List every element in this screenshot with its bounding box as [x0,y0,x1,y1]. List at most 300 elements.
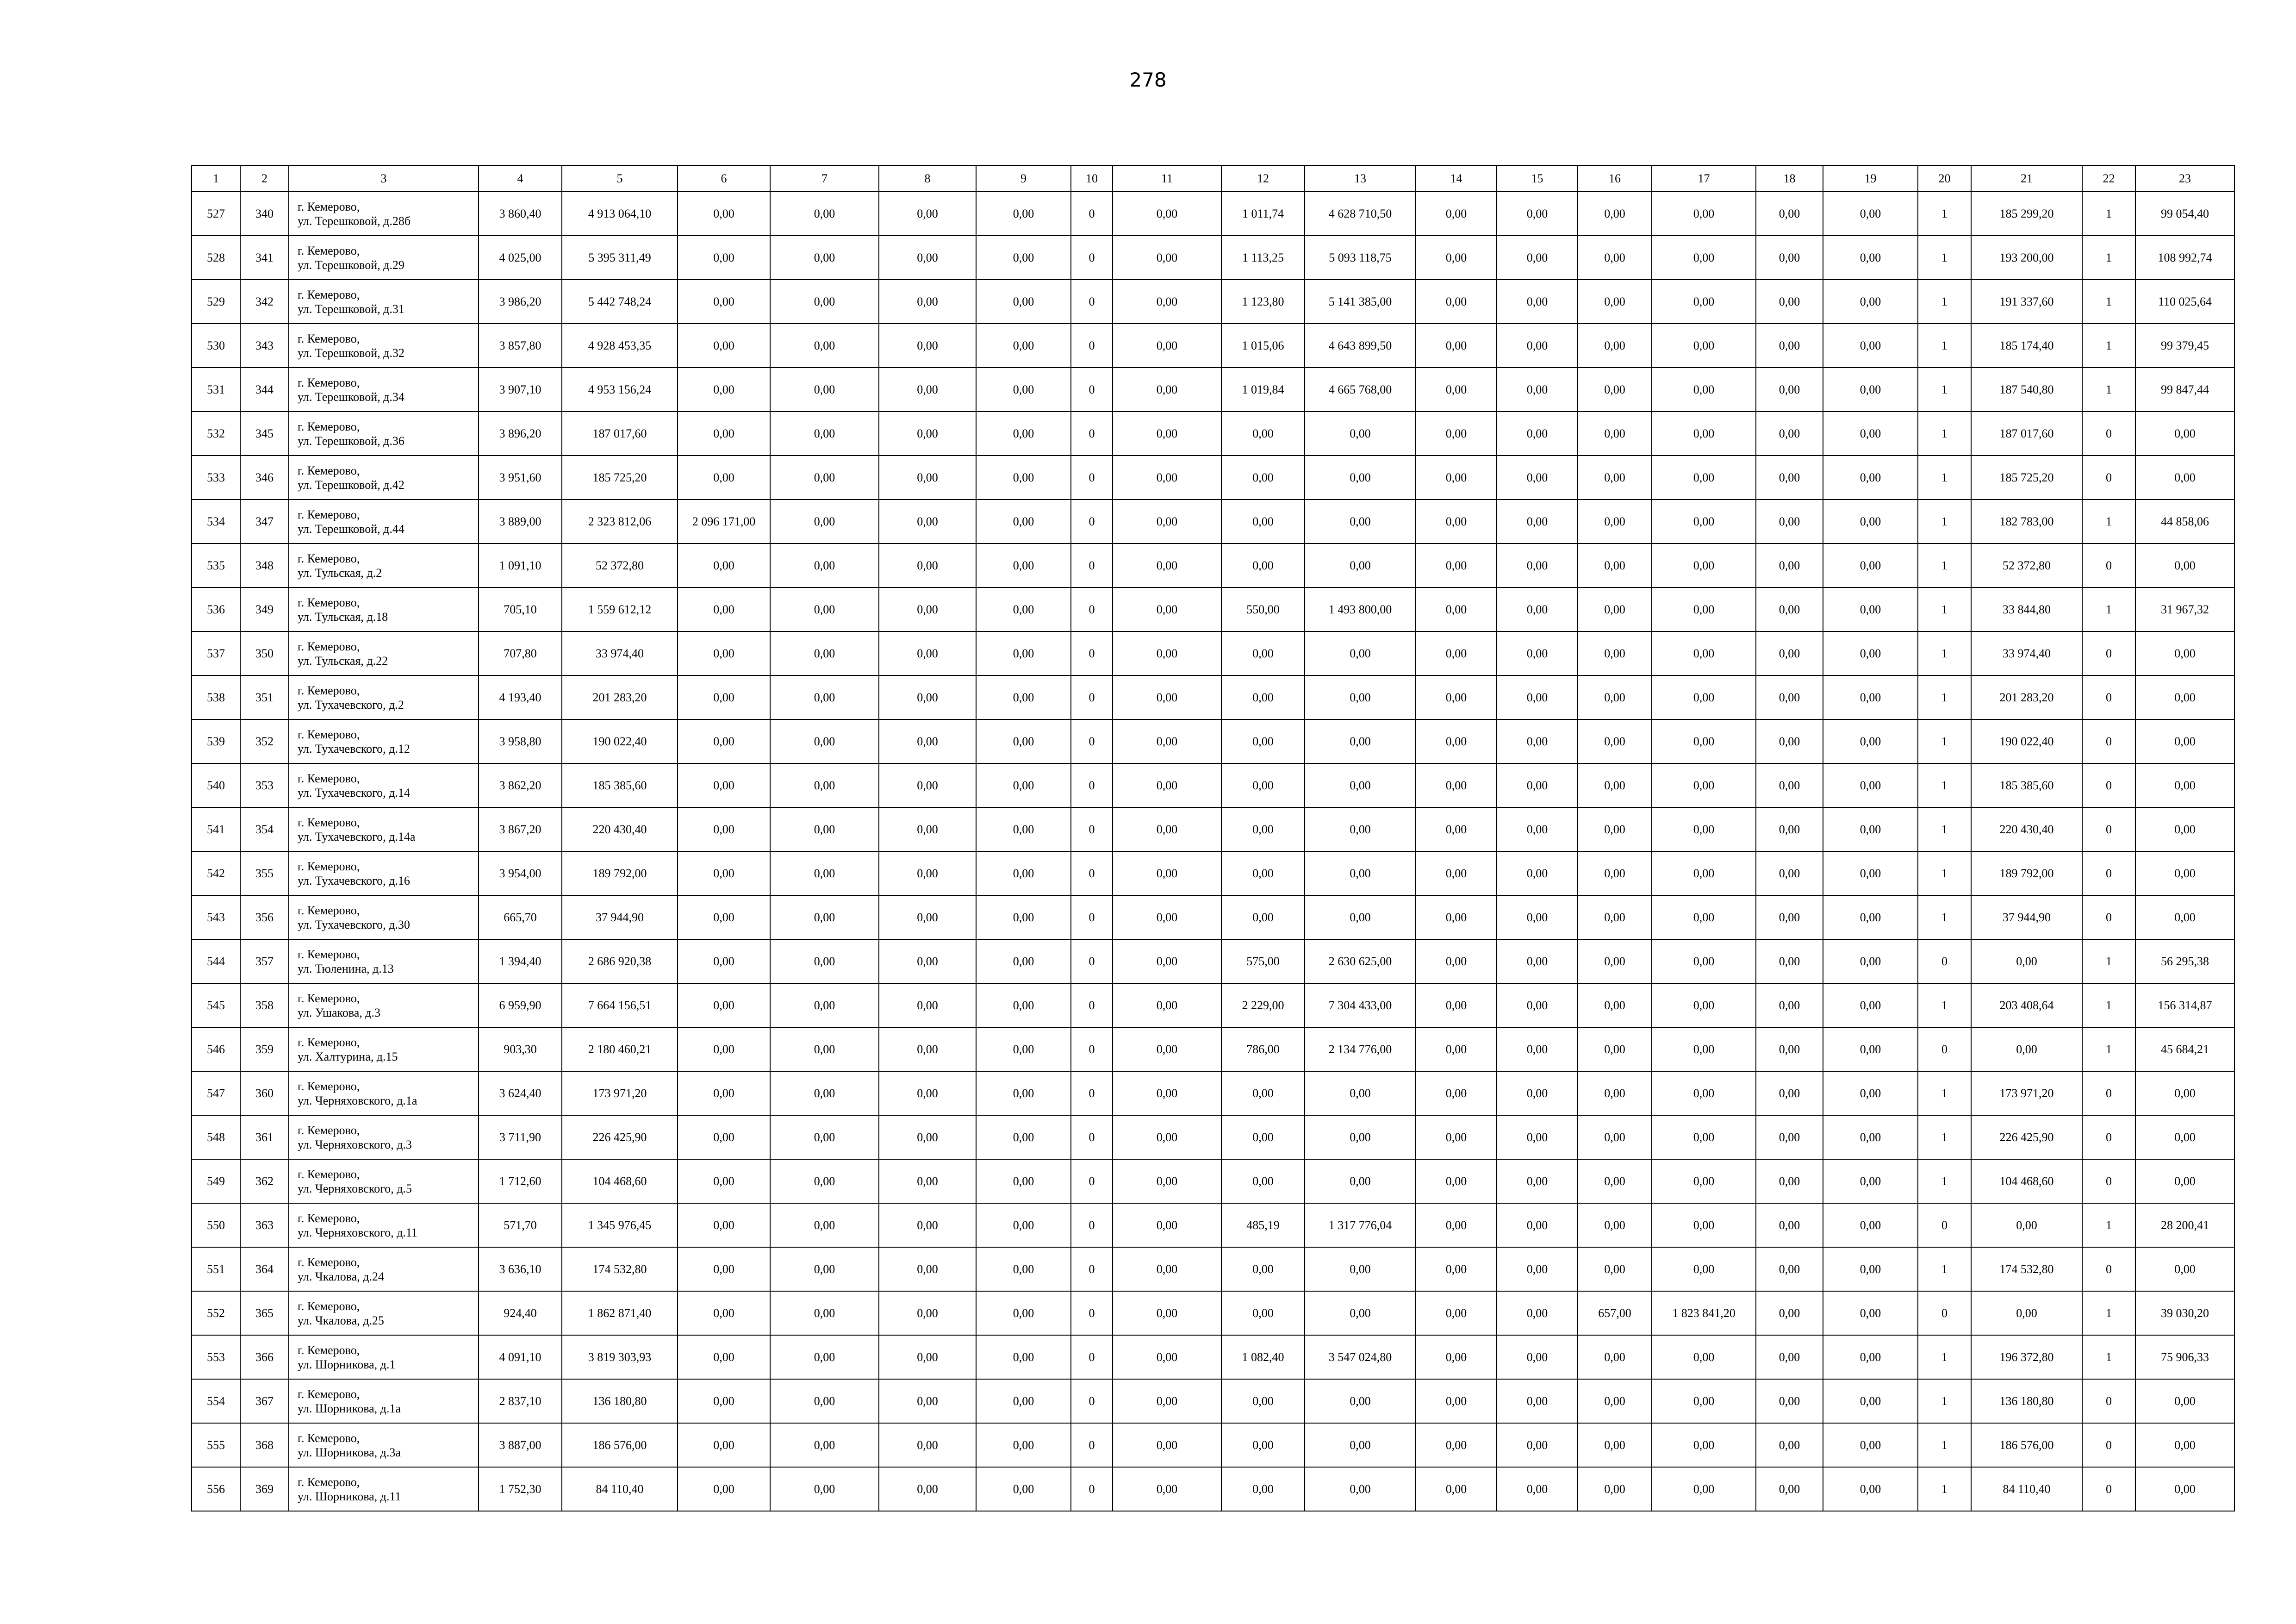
table-cell: 0,00 [1305,851,1416,895]
address-city: г. Кемерово, [298,1255,360,1269]
table-cell: 0,00 [678,1159,770,1203]
table-cell: 0,00 [1971,1203,2082,1247]
table-cell: 0 [2082,719,2135,763]
table-cell: 1 [1918,631,1971,675]
address-city: г. Кемерово, [298,1475,360,1489]
table-cell: 99 847,44 [2135,368,2234,412]
address-street: ул. Терешковой, д.44 [298,522,404,536]
table-cell: 0,00 [1305,1423,1416,1467]
table-cell: 0,00 [1305,1247,1416,1291]
table-cell: 0 [2082,456,2135,500]
table-cell: 0,00 [976,939,1071,983]
table-cell: 0,00 [1578,719,1652,763]
table-cell: 0 [2082,1071,2135,1115]
address-cell [289,1115,479,1159]
table-cell: 0,00 [1416,983,1497,1027]
table-cell: 0,00 [1652,1379,1756,1423]
table-cell: 185 725,20 [1971,456,2082,500]
address-street: ул. Тульская, д.2 [298,566,382,580]
address-cell [289,851,479,895]
table-cell: 0 [1071,631,1113,675]
table-cell: 0,00 [1497,280,1578,324]
table-cell: 1 [2082,280,2135,324]
table-cell: 0 [1071,456,1113,500]
table-cell: 0,00 [1756,1379,1823,1423]
table-cell: 2 096 171,00 [678,500,770,543]
table-cell: 0,00 [1756,456,1823,500]
table-cell: 3 711,90 [479,1115,562,1159]
table-row [192,587,2234,631]
table-cell: 84 110,40 [1971,1467,2082,1511]
table-cell: 182 783,00 [1971,500,2082,543]
table-cell: 1 [1918,1335,1971,1379]
table-cell: 0,00 [1497,456,1578,500]
table-cell: 0,00 [976,1291,1071,1335]
table-cell: 0,00 [678,1203,770,1247]
table-cell: 1 123,80 [1221,280,1305,324]
table-cell: 3 896,20 [479,412,562,456]
table-cell: 226 425,90 [1971,1115,2082,1159]
table-cell: 0,00 [1305,500,1416,543]
table-cell: 185 385,60 [562,763,678,807]
table-cell: 1 [1918,1423,1971,1467]
table-cell: 0,00 [1756,939,1823,983]
table-cell: 0,00 [1221,719,1305,763]
table-cell: 0 [1071,983,1113,1027]
table-cell: 0,00 [1416,456,1497,500]
table-cell: 531 [192,368,240,412]
table-cell: 0,00 [1416,1247,1497,1291]
table-cell: 0,00 [1756,412,1823,456]
table-cell: 0,00 [1113,324,1221,368]
table-cell: 0 [1071,763,1113,807]
table-cell: 0,00 [976,1203,1071,1247]
table-cell: 1 [1918,675,1971,719]
address-street: ул. Черняховского, д.5 [298,1181,412,1195]
table-cell: 0,00 [1823,236,1918,280]
table-cell: 187 017,60 [562,412,678,456]
table-cell: 0,00 [1416,236,1497,280]
table-cell: 0,00 [879,807,976,851]
table-cell: 3 624,40 [479,1071,562,1115]
table-cell: 341 [240,236,289,280]
table-cell: 1 [2082,1335,2135,1379]
table-cell: 1 862 871,40 [562,1291,678,1335]
table-cell: 0,00 [1221,1071,1305,1115]
table-cell: 4 193,40 [479,675,562,719]
table-cell: 0,00 [1416,1467,1497,1511]
table-cell: 361 [240,1115,289,1159]
table-cell: 0,00 [879,1379,976,1423]
table-cell: 0,00 [1221,1247,1305,1291]
table-cell: 0,00 [1305,719,1416,763]
table-cell: 360 [240,1071,289,1115]
table-cell: 1 345 976,45 [562,1203,678,1247]
table-cell: 0,00 [2135,412,2234,456]
table-cell: 1 712,60 [479,1159,562,1203]
table-cell: 0 [2082,1159,2135,1203]
table-cell: 1 [1918,895,1971,939]
table-cell: 347 [240,500,289,543]
table-cell: 0,00 [678,192,770,236]
table-cell: 0,00 [1578,675,1652,719]
column-number-header: 15 [1497,165,1578,192]
table-cell: 538 [192,675,240,719]
table-cell: 0 [1071,1335,1113,1379]
table-cell: 0,00 [1756,807,1823,851]
table-cell: 0,00 [1416,895,1497,939]
table-cell: 0,00 [1823,1071,1918,1115]
table-cell: 0,00 [1823,763,1918,807]
table-cell: 903,30 [479,1027,562,1071]
table-cell: 33 974,40 [1971,631,2082,675]
address-cell [289,192,479,236]
table-cell: 0,00 [1305,412,1416,456]
table-cell: 0,00 [1416,543,1497,587]
table-cell: 0,00 [879,1291,976,1335]
table-cell: 0,00 [1823,1379,1918,1423]
address-city: г. Кемерово, [298,331,360,345]
address-city: г. Кемерово, [298,375,360,389]
table-cell: 0,00 [770,851,879,895]
address-cell [289,983,479,1027]
table-cell: 0 [1071,939,1113,983]
address-cell [289,807,479,851]
table-cell: 0,00 [1497,543,1578,587]
table-cell: 0,00 [976,1467,1071,1511]
table-cell: 0 [1071,280,1113,324]
table-cell: 551 [192,1247,240,1291]
table-cell: 0,00 [1416,1203,1497,1247]
table-cell: 0,00 [1497,1115,1578,1159]
table-cell: 0,00 [1756,675,1823,719]
table-cell: 0,00 [1416,1291,1497,1335]
table-cell: 0,00 [1113,1423,1221,1467]
table-cell: 0,00 [1823,675,1918,719]
column-number-header: 2 [240,165,289,192]
table-cell: 0,00 [678,763,770,807]
table-cell: 0,00 [770,192,879,236]
table-cell: 185 299,20 [1971,192,2082,236]
table-cell: 0,00 [1823,1247,1918,1291]
table-cell: 0,00 [770,1203,879,1247]
table-cell: 344 [240,368,289,412]
table-cell: 0,00 [1416,1379,1497,1423]
table-cell: 0,00 [1756,1335,1823,1379]
table-cell: 0 [2082,543,2135,587]
table-cell: 0,00 [1416,939,1497,983]
address-cell [289,1379,479,1423]
table-cell: 358 [240,983,289,1027]
table-cell: 1 [1918,324,1971,368]
table-cell: 545 [192,983,240,1027]
table-cell: 786,00 [1221,1027,1305,1071]
table-cell: 343 [240,324,289,368]
table-cell: 4 665 768,00 [1305,368,1416,412]
address-cell [289,1247,479,1291]
table-cell: 0,00 [1578,631,1652,675]
table-cell: 0,00 [1578,1423,1652,1467]
table-cell: 1 [2082,500,2135,543]
table-cell: 0,00 [879,719,976,763]
table-cell: 539 [192,719,240,763]
table-cell: 1 091,10 [479,543,562,587]
table-cell: 0,00 [976,368,1071,412]
table-cell: 0,00 [770,1467,879,1511]
table-row [192,236,2234,280]
table-cell: 0,00 [1113,719,1221,763]
table-cell: 0,00 [1497,1071,1578,1115]
column-number-header: 10 [1071,165,1113,192]
address-street: ул. Черняховского, д.1а [298,1093,417,1107]
table-cell: 0,00 [1221,412,1305,456]
table-cell: 0,00 [976,631,1071,675]
address-cell [289,456,479,500]
address-city: г. Кемерово, [298,1079,360,1093]
table-cell: 0,00 [1113,1291,1221,1335]
address-cell [289,1203,479,1247]
table-cell: 0,00 [2135,543,2234,587]
table-cell: 0,00 [879,1071,976,1115]
table-cell: 536 [192,587,240,631]
table-cell: 0,00 [1113,1027,1221,1071]
table-cell: 342 [240,280,289,324]
table-cell: 0,00 [1756,1247,1823,1291]
table-cell: 0,00 [1823,631,1918,675]
table-cell: 4 953 156,24 [562,368,678,412]
table-cell: 0,00 [1652,1027,1756,1071]
table-cell: 0,00 [2135,895,2234,939]
table-cell: 0,00 [1652,456,1756,500]
table-cell: 1 [1918,587,1971,631]
table-cell: 0,00 [879,587,976,631]
table-row [192,192,2234,236]
table-cell: 0,00 [1416,851,1497,895]
table-cell: 924,40 [479,1291,562,1335]
table-cell: 0,00 [770,1423,879,1467]
table-cell: 0,00 [1652,192,1756,236]
table-cell: 0,00 [678,807,770,851]
table-cell: 0,00 [1113,1115,1221,1159]
table-cell: 351 [240,675,289,719]
table-cell: 185 385,60 [1971,763,2082,807]
table-cell: 0,00 [1305,763,1416,807]
table-cell: 0,00 [976,983,1071,1027]
table-cell: 0,00 [1578,1115,1652,1159]
table-cell: 0,00 [879,280,976,324]
table-cell: 529 [192,280,240,324]
address-cell [289,939,479,983]
table-cell: 0,00 [1578,1379,1652,1423]
table-cell: 575,00 [1221,939,1305,983]
address-street: ул. Тухачевского, д.2 [298,698,404,712]
table-cell: 547 [192,1071,240,1115]
table-cell: 0,00 [1823,1115,1918,1159]
table-cell: 187 017,60 [1971,412,2082,456]
table-cell: 0,00 [678,456,770,500]
table-cell: 0,00 [2135,851,2234,895]
address-city: г. Кемерово, [298,1299,360,1313]
table-cell: 0,00 [1578,412,1652,456]
table-cell: 0 [1071,1291,1113,1335]
table-cell: 0,00 [678,236,770,280]
table-cell: 173 971,20 [1971,1071,2082,1115]
table-cell: 0,00 [1305,675,1416,719]
address-street: ул. Шорникова, д.11 [298,1489,401,1503]
address-street: ул. Тухачевского, д.12 [298,742,410,756]
address-city: г. Кемерово, [298,1343,360,1357]
table-cell: 0 [2082,1423,2135,1467]
table-cell: 1 [1918,236,1971,280]
table-cell: 0 [1071,1423,1113,1467]
table-cell: 0,00 [976,1071,1071,1115]
table-cell: 368 [240,1423,289,1467]
table-cell: 0 [2082,895,2135,939]
table-cell: 1 [1918,412,1971,456]
table-cell: 0,00 [1652,324,1756,368]
table-cell: 0,00 [1221,543,1305,587]
table-cell: 0,00 [1113,1071,1221,1115]
table-cell: 0,00 [1416,631,1497,675]
table-cell: 3 951,60 [479,456,562,500]
address-city: г. Кемерово, [298,991,360,1005]
table-cell: 0,00 [1652,1423,1756,1467]
table-cell: 0,00 [879,1467,976,1511]
address-cell [289,1027,479,1071]
table-cell: 0,00 [1113,543,1221,587]
table-cell: 485,19 [1221,1203,1305,1247]
table-cell: 0,00 [770,1071,879,1115]
table-cell: 0,00 [770,456,879,500]
table-cell: 0 [2082,1115,2135,1159]
address-cell [289,368,479,412]
table-cell: 0,00 [1113,1379,1221,1423]
table-cell: 0,00 [1823,851,1918,895]
table-cell: 1 [1918,763,1971,807]
table-cell: 1 [2082,983,2135,1027]
table-cell: 0,00 [1578,368,1652,412]
table-cell: 530 [192,324,240,368]
column-number-header: 13 [1305,165,1416,192]
table-cell: 0 [2082,675,2135,719]
table-cell: 0,00 [770,500,879,543]
table-cell: 0,00 [1652,807,1756,851]
table-cell: 363 [240,1203,289,1247]
table-cell: 0 [1071,1247,1113,1291]
table-cell: 540 [192,763,240,807]
table-cell: 365 [240,1291,289,1335]
table-cell: 0,00 [678,675,770,719]
table-cell: 0,00 [1756,719,1823,763]
table-cell: 1 [1918,543,1971,587]
table-cell: 0,00 [770,1247,879,1291]
table-cell: 0,00 [879,236,976,280]
table-row [192,631,2234,675]
table-cell: 0 [1071,675,1113,719]
address-cell [289,412,479,456]
table-cell: 0,00 [1113,851,1221,895]
table-cell: 0,00 [879,763,976,807]
table-cell: 84 110,40 [562,1467,678,1511]
table-cell: 0,00 [1578,983,1652,1027]
table-cell: 0,00 [879,192,976,236]
address-city: г. Кемерово, [298,1123,360,1137]
table-cell: 0,00 [1652,763,1756,807]
table-cell: 0,00 [1823,1291,1918,1335]
table-cell: 33 974,40 [562,631,678,675]
table-cell: 0,00 [1113,763,1221,807]
table-cell: 548 [192,1115,240,1159]
address-street: ул. Терешковой, д.42 [298,478,404,492]
table-cell: 0,00 [678,543,770,587]
table-cell: 0,00 [1221,851,1305,895]
table-cell: 0,00 [1652,280,1756,324]
table-cell: 0,00 [1578,1027,1652,1071]
table-cell: 0,00 [678,983,770,1027]
table-cell: 3 907,10 [479,368,562,412]
table-cell: 532 [192,412,240,456]
table-cell: 28 200,41 [2135,1203,2234,1247]
table-cell: 5 141 385,00 [1305,280,1416,324]
table-cell: 349 [240,587,289,631]
table-cell: 0,00 [1823,1027,1918,1071]
table-cell: 0,00 [1971,1027,2082,1071]
table-cell: 0,00 [1652,1335,1756,1379]
table-cell: 0,00 [1416,719,1497,763]
address-street: ул. Тульская, д.18 [298,610,388,624]
column-number-header: 14 [1416,165,1497,192]
table-cell: 0 [1071,236,1113,280]
table-cell: 0,00 [976,763,1071,807]
table-cell: 1 [2082,1291,2135,1335]
table-cell: 3 889,00 [479,500,562,543]
address-city: г. Кемерово, [298,727,360,741]
table-cell: 0,00 [1416,412,1497,456]
table-cell: 56 295,38 [2135,939,2234,983]
table-cell: 0,00 [1652,500,1756,543]
register-table [191,165,2235,1512]
table-cell: 665,70 [479,895,562,939]
table-cell: 0 [1071,587,1113,631]
table-cell: 0,00 [976,280,1071,324]
address-city: г. Кемерово, [298,683,360,697]
table-cell: 541 [192,807,240,851]
table-cell: 0,00 [1416,1115,1497,1159]
table-cell: 0,00 [1823,719,1918,763]
table-cell: 352 [240,719,289,763]
table-cell: 0,00 [770,1335,879,1379]
table-cell: 1 [2082,324,2135,368]
table-cell: 0,00 [879,1335,976,1379]
table-row [192,280,2234,324]
address-city: г. Кемерово, [298,1035,360,1049]
table-cell: 3 867,20 [479,807,562,851]
table-row [192,1027,2234,1071]
table-cell: 553 [192,1335,240,1379]
table-cell: 0,00 [1497,236,1578,280]
address-street: ул. Ушакова, д.3 [298,1006,381,1019]
table-cell: 345 [240,412,289,456]
table-cell: 0,00 [1113,412,1221,456]
table-row [192,851,2234,895]
table-cell: 0,00 [976,1115,1071,1159]
table-cell: 0 [2082,807,2135,851]
table-cell: 571,70 [479,1203,562,1247]
table-cell: 0 [1071,1071,1113,1115]
table-cell: 0,00 [770,675,879,719]
table-cell: 0,00 [1756,1291,1823,1335]
table-cell: 0,00 [1113,456,1221,500]
